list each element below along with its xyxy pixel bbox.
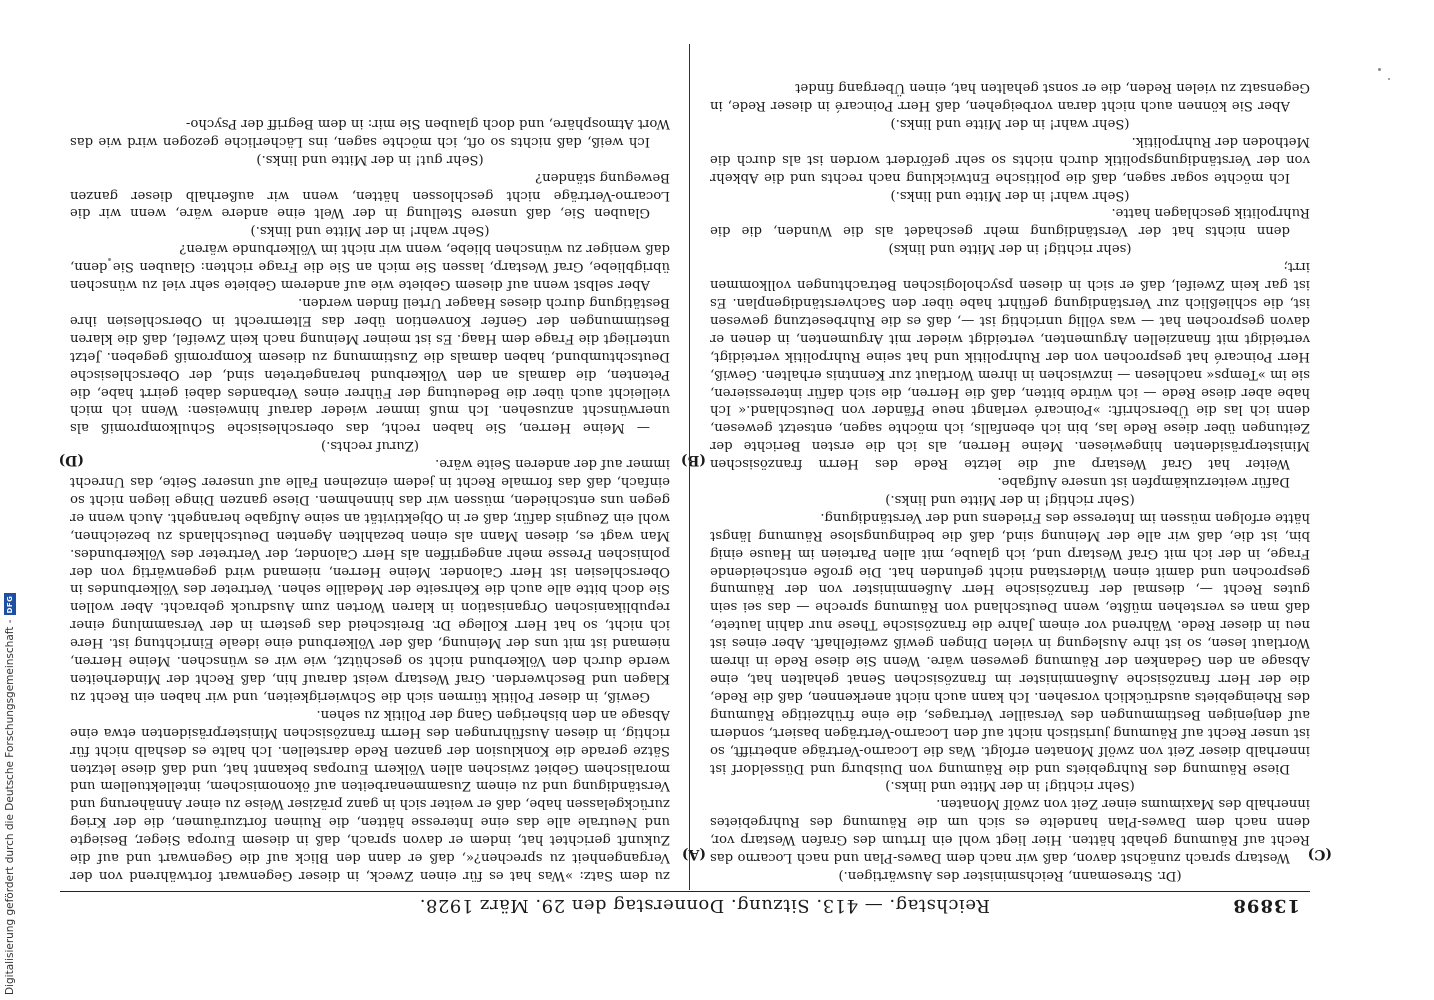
funding-credit-text: Digitalisierung gefördert durch die Deutsche Forschungsgemeinschaft - xyxy=(4,619,16,995)
funding-credit xyxy=(4,593,16,995)
paragraph: Ich möchte sogar sagen, daß die politische Entwicklung nach rechts und die Abkehr von der Verständigungspolitik durch nichts so sehr gefördert worden ist als durch die Methoden der Ruhrpolitik. xyxy=(710,133,1310,185)
right-column xyxy=(70,48,670,884)
paragraph: Ich weiß, daß nichts so oft, ich möchte sagen, ins Lächerliche gezogen wird wie das Wort Atmosphäre, und doch glauben Sie mir: in dem Begriff der Psycho- xyxy=(70,115,670,149)
left-column xyxy=(710,48,1310,884)
scan-speck xyxy=(1378,68,1381,71)
interjection: (Zuruf rechts.) xyxy=(320,438,420,454)
page-title: Reichstag. — 413. Sitzung. Donnerstag den 29. März 1928. xyxy=(419,895,990,916)
paragraph: Glauben Sie, daß unsere Stellung in der Welt eine andere wäre, wenn wir die Locarno-Verträge nicht geschlossen hätten, wenn wir außerhalb dieser ganzen Bewegung ständen? xyxy=(70,169,670,221)
scan-speck xyxy=(1388,78,1390,80)
paragraph: — Meine Herren, Sie haben recht, das oberschlesische Schulkompromiß als unerwünscht anzusehen. Ich muß immer wieder darauf hinweisen: Wenn ich mich vielleicht auch über die Bedeutung der Führer eines Verbandes dabei geirrt habe, die Petenten, die damals an den Völkerbund herangetreten sind, der Oberschlesische Deutschtumbund, haben damals die Zustimmung zu diesem Kompromiß gegeben. Jetzt unterliegt die Frage dem Haag. Es ist meiner Meinung nach kein Zweifel, daß die klaren Bestimmungen der Genfer Konvention über das Elternrecht in Oberschlesien ihre Bestätigung durch dieses Haager Urteil finden werden. xyxy=(70,295,670,436)
paragraph: Weiter hat Graf Westarp auf die letzte Rede des Herrn französischen Ministerpräsidenten hingewiesen. Meine Herren, als ich die ersten Berichte der Zeitungen über diese Rede las, bin ich ebenfalls, ich möchte sagen, entsetzt gewesen, denn ich las die Überschrift: »Poincaré verlangt neue Pfänder von Deutschland.« Ich habe aber diese Rede — ich würde bitten, daß die Herren, die sich dafür interessieren, sie im »Temps« nachlesen — inzwischen in ihrem Wortlaut zur Kenntnis erhalten. Gewiß, Herr Poincaré hat gesprochen von der Ruhrpolitik und hat seine Ruhrpolitik verteidigt, verteidigt mit finanziellen Argumenten, verteidigt wieder mit Argumenten, in denen er davon gesprochen hat — was völlig unrichtig ist —, daß es die Ruhrbesetzung gewesen ist, die schließlich zur Verständigung geführt habe über den Sachverständigenplan. Es ist gar kein Zweifel, daß er sich in diesen psychologischen Betrachtungen vollkommen irrt; xyxy=(710,259,1310,472)
interjection: (Sehr richtig! in der Mitte und links.) xyxy=(885,778,1135,794)
document-page xyxy=(58,40,1332,920)
paragraph: denn nichts hat der Verständigung mehr geschadet als die Wunden, die die Ruhrpolitik geschlagen hatte. xyxy=(710,205,1310,239)
paragraph: zu dem Satz: »Was hat es für einen Zweck, in dieser Gegenwart fortwährend von der Vergangenheit zu sprechen?«, daß er dann den Blick auf die Gegenwart und auf die Zukunft gerichtet hat, indem er davon sprach, daß in diesem Europa Sieger, Besiegte und Neutrale alle das eine Interesse hätten, die Ruinen fortzuräumen, die der Krieg zurückgelassen habe, daß er weiter sich in ganz präziser Weise zu einer Annäherung und Verständigung und zu einem Zusammenarbeiten auf ökonomischem, intellektuellem und moralischem Gebiet zwischen allen Völkern Europas bekannt hat, und daß diese letzten Sätze gerade die Konklusion der ganzen Rede darstellen. Ich halte es deshalb nicht für richtig, in diesen Ausführungen des Herrn französischen Ministerpräsidenten etwa eine Absage an den bisherigen Gang der Politik zu sehen. xyxy=(70,706,670,883)
margin-marker-b: (B) xyxy=(680,452,706,468)
margin-marker-d: (D) xyxy=(58,452,84,468)
paragraph: Westarp sprach zunächst davon, daß wir nach dem Dawes-Plan und nach Locarno das Recht auf Räumung gehabt hätten. Hier liegt wohl ein Irrtum des Grafen Westarp vor, denn nach dem Dawes-Plan handelte es sich um die Räumung des Ruhrgebietes innerhalb des Maximums einer Zeit von zwölf Monaten. xyxy=(710,796,1310,866)
interjection: (Sehr gut! in der Mitte und links.) xyxy=(256,151,484,167)
paragraph: Dafür weiterzukämpfen ist unsere Aufgabe. xyxy=(997,474,1290,490)
interjection: (Sehr richtig! in der Mitte und links.) xyxy=(885,491,1135,507)
page-header xyxy=(60,891,1310,920)
paragraph: Gewiß, in dieser Politik türmen sich die Schwierigkeiten, und wir haben ein Recht zu Klagen und Beschwerden. Graf Westarp weist darauf hin, daß Recht der Minderheiten werde durch den Völkerbund nicht so geschützt, wie wir es wünschen. Meine Herren, niemand ist mit uns der Meinung, daß der Völkerbund eine ideale Einrichtung ist. Here ich nicht, so hat Herr Kollege Dr. Breitscheid das gestern in der Versammlung einer republikanischen Organisation in klaren Worten zum Ausdruck gebracht. Aber wollen Sie doch bitte alle auch die Kehrseite der Medaille sehen. Vertreter des Völkerbundes in Oberschlesien ist Herr Calonder. Meine Herren, niemand wird gegenwärtig von der polnischen Presse mehr angegriffen als Herr Calonder, der Vertreter des Völkerbundes. Man wagt es, diesen Mann als einen bezahlten Agenten Deutschlands zu bezeichnen, wohl ein Zeugnis dafür, daß er in Objektivität an seine Aufgabe herangeht. Auch wenn er gegen uns entschieden, müssen wir das hinnehmen. Diese ganzen Dinge liegen nicht so einfach, daß das formale Recht in jedem einzelnen Falle auf unserer Seite, das Unrecht immer auf der anderen Seite wäre. xyxy=(70,456,670,704)
paragraph: Aber Sie können auch nicht daran vorbeigehen, daß Herr Poincaré in dieser Rede, in Gegensatz zu vielen Reden, die er sonst gehalten hat, einen Übergang findet xyxy=(710,80,1310,114)
speaker-line: (Dr. Stresemann, Reichsminister des Auswärtigen.) xyxy=(838,868,1182,883)
interjection: (Sehr wahr! in der Mitte und links.) xyxy=(250,223,490,239)
interjection: (Sehr wahr! in der Mitte und links.) xyxy=(890,187,1130,203)
dfg-logo: DFG xyxy=(4,593,16,615)
paragraph: Diese Räumung des Ruhrgebiets und die Räumung von Duisburg und Düsseldorf ist innerhalb dieser Zeit von zwölf Monaten erfolgt. Was die Locarno-Verträge anbetrifft, so ist unser Recht auf Räumung juristisch nicht auf den Locarno-Verträgen basiert, sondern auf denjenigen Bestimmungen des Versailler Vertrages, die eine frühzeitige Räumung des Rheingebiets ausdrücklich vorsehen. Ich kann auch nicht anerkennen, daß die Rede, die der Herr französische Außenminister im französischen Senat gehalten hat, eine Absage an den Gedanken der Räumung gewesen wäre. Wenn Sie diese Rede in ihrem Wortlaut lesen, so ist ihre Auslegung in vielen Dingen gewiß zweifelhaft. Aber eines ist neu in dieser Rede. Während vor einem Jahre die französische These nur dahin lautete, daß man es verstehen müßte, wenn Deutschland von Räumung spreche — das sei sein gutes Recht —, diesmal der französische Herr Außenminister von der Räumung gesprochen und damit einen Widerstand nicht gefunden hat. Die große entscheidende Frage, in der ich mit Graf Westarp und, ich glaube, mit allen Parteien im Hause einig bin, ist die, daß wir alle der Meinung sind, daß die bedingungslose Räumung längst hätte erfolgen müssen im Interesse des Friedens und der Verständigung. xyxy=(710,509,1310,776)
margin-marker-a: (A) xyxy=(681,846,706,862)
margin-marker-c: (C) xyxy=(1307,846,1332,862)
column-divider xyxy=(689,44,690,890)
paragraph: Aber selbst wenn auf diesem Gebiete wie auf anderem Gebiete sehr viel zu wünschen übrigbliebe, Graf Westarp, lassen Sie mich an Sie die Frage richten: Glauben Sie denn, daß weniger zu wünschen bliebe, wenn wir nicht im Völkerbunde wären? xyxy=(70,241,670,293)
interjection: (Sehr wahr! in der Mitte und links.) xyxy=(890,115,1130,131)
interjection: (sehr richtig! in der Mitte und links) xyxy=(888,241,1132,257)
page-number: 13898 xyxy=(1232,895,1300,916)
